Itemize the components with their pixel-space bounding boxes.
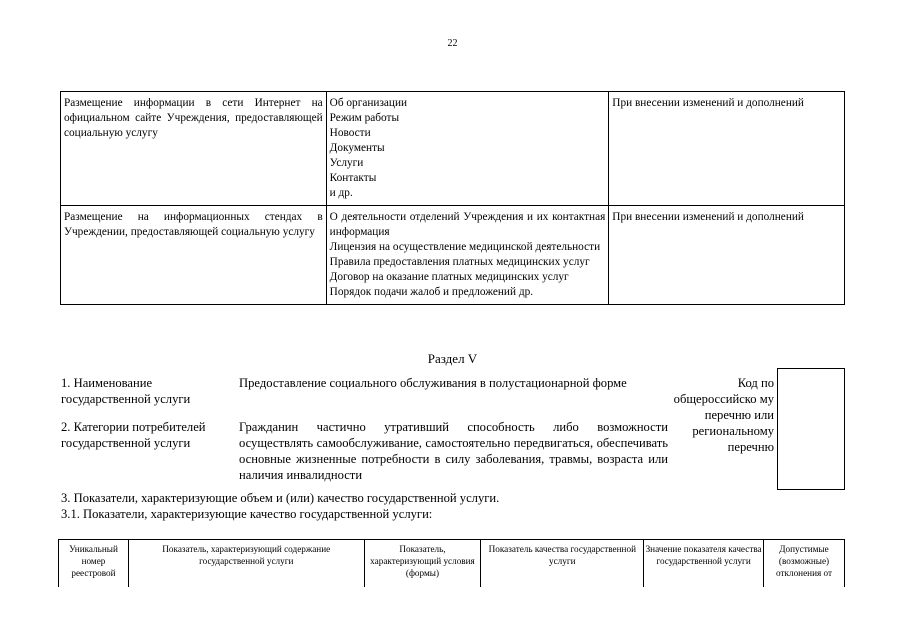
service-name-label: 1. Наименование государственной услуги (61, 376, 191, 406)
content-line: Порядок подачи жалоб и предложений др. (329, 286, 534, 298)
column-header: Показатель, характеризующий условия (формы) (364, 540, 481, 588)
placement-method-cell: Размещение на информационных стендах в Учреждении, предоставляющей социальную услугу (61, 206, 327, 305)
content-line: Лицензия на осуществление медицинской деятельности (329, 241, 601, 253)
code-label: Код по общероссийско му перечню или региональному перечню (673, 376, 774, 454)
content-line: Новости (329, 127, 371, 139)
update-frequency-cell: При внесении изменений и дополнений (609, 206, 845, 305)
content-line: Контакты (329, 172, 377, 184)
content-line: Об организации (329, 97, 408, 109)
content-line: Услуги (329, 157, 364, 169)
consumers-label: 2. Категории потребителей государственной услуги (61, 420, 206, 450)
placement-content-cell (326, 206, 609, 305)
content-line: Договор на оказание платных медицинских услуг (329, 271, 569, 283)
column-header: Уникальный номер реестровой (59, 540, 129, 588)
update-frequency-cell: При внесении изменений и дополнений (609, 92, 845, 206)
info-placement-table (60, 91, 845, 305)
column-header: Значение показателя качества государственной услуги (644, 540, 764, 588)
column-header: Допустимые (возможные) отклонения от (764, 540, 845, 588)
quality-indicators-table (58, 539, 845, 587)
column-header: Показатель, характеризующий содержание государственной услуги (128, 540, 364, 588)
page-number: 22 (447, 38, 458, 49)
content-line: и др. (329, 187, 353, 199)
section-title: Раздел V (427, 351, 478, 366)
service-name-value: Предоставление социального обслуживания в полустационарной форме (239, 376, 627, 390)
code-box (777, 368, 845, 490)
table-header-row (59, 540, 845, 588)
content-line: О деятельности отделений Учреждения и их контактная информация (329, 211, 606, 238)
table-row (61, 92, 845, 206)
indicators-heading: 3. Показатели, характеризующие объем и (или) качество государственной услуги. (61, 491, 500, 505)
placement-content-cell (326, 92, 609, 206)
table-row (61, 206, 845, 305)
content-line: Правила предоставления платных медицинских услуг (329, 256, 590, 268)
content-line: Документы (329, 142, 385, 154)
consumers-value: Гражданин частично утративший способность либо возможности осуществлять самообслуживание, самостоятельно передвигаться, обеспечивать основные жизненные потребности в силу заболевания, травмы, возраста или наличия инвалидности (239, 420, 668, 482)
column-header: Показатель качества государственной услуги (481, 540, 644, 588)
quality-heading: 3.1. Показатели, характеризующие качество государственной услуги: (61, 507, 433, 521)
placement-method-cell: Размещение информации в сети Интернет на официальном сайте Учреждения, предоставляющей социальную услугу (61, 92, 327, 206)
content-line: Режим работы (329, 112, 400, 124)
